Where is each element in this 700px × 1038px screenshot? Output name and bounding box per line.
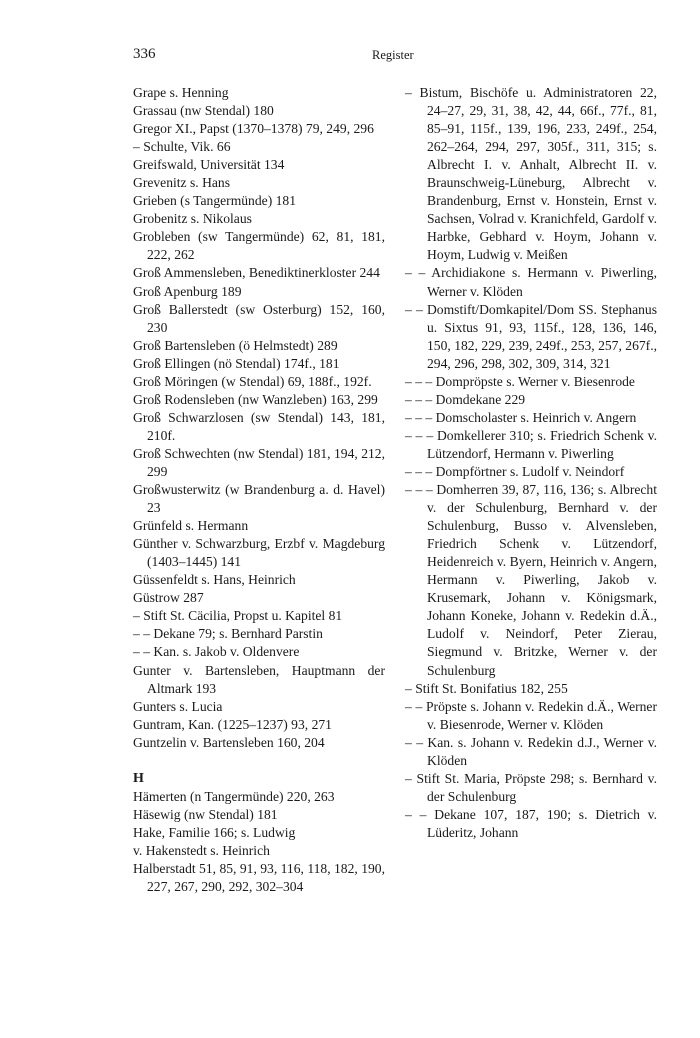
index-entry: Günther v. Schwarzburg, Erzbf v. Magdeburg (1403–1445) 141 bbox=[133, 536, 385, 570]
index-entry: Grape s. Henning bbox=[133, 85, 229, 100]
running-head: Register bbox=[372, 48, 414, 62]
index-entry: – – – Domherren 39, 87, 116, 136; s. Albrecht v. der Schulenburg, Bernhard v. der Schulenburg, Busso v. Alvensleben, Friedrich Schenk v. Lützendorf, Heidenreich v. Byern, Heinrich v. Angern, Hermann v. Piwerling, Jakob v. Krusemark, Johann v. Königsmark, Johann Koneke, Johann v. Redekin d.Ä., Ludolf v. Neindorf, Peter Zierau, Siegmund v. Britzke, Werner v. der Schulenburg bbox=[405, 482, 657, 678]
index-entry: Grobleben (sw Tangermünde) 62, 81, 181, 222, 262 bbox=[133, 229, 385, 263]
index-entry: Guntzelin v. Bartensleben 160, 204 bbox=[133, 734, 325, 750]
index-entry: – Stift St. Cäcilia, Propst u. Kapitel 81 bbox=[133, 608, 343, 624]
index-entry: – – – Dompförtner s. Ludolf v. Neindorf bbox=[405, 463, 625, 479]
index-entry: Groß Möringen (w Stendal) 69, 188f., 192f. bbox=[133, 373, 372, 389]
index-entry: – – Kan. s. Jakob v. Oldenvere bbox=[133, 644, 300, 660]
index-entry: – – Kan. s. Johann v. Redekin d.J., Werner v. Klöden bbox=[405, 734, 657, 768]
index-entry: Groß Rodensleben (nw Wanzleben) 163, 299 bbox=[133, 391, 378, 407]
index-entry: – – – Dompröpste s. Werner v. Biesenrode bbox=[405, 373, 635, 389]
index-entry: Gunter v. Bartensleben, Hauptmann der Altmark 193 bbox=[133, 662, 385, 696]
index-entry: Großwusterwitz (w Brandenburg a. d. Havel) 23 bbox=[133, 482, 385, 516]
index-entry: – – Archidiakone s. Hermann v. Piwerling, Werner v. Klöden bbox=[405, 265, 657, 299]
index-entry: – – – Domdekane 229 bbox=[405, 391, 526, 407]
index-entry: – – Dekane 79; s. Bernhard Parstin bbox=[133, 626, 323, 642]
index-entry: Groß Bartensleben (ö Helmstedt) 289 bbox=[133, 337, 338, 353]
index-entry: – Schulte, Vik. 66 bbox=[133, 139, 231, 155]
page-number: 336 bbox=[133, 46, 156, 62]
index-entry: Gregor XI., Papst (1370–1378) 79, 249, 296 bbox=[133, 121, 374, 137]
index-entry: – Bistum, Bischöfe u. Administratoren 22, 24–27, 29, 31, 38, 42, 44, 66f., 77f., 81, 85–91, 115f., 139, 196, 233, 249f., 254, 262–264, 294, 297, 305f., 311, 315; s. Albrecht I. v. Anhalt, Albrecht II. v. Braunschweig-Lüneburg, Albrecht v. Brandenburg, Ernst v. Honstein, Ernst v. Sachsen, Volrad v. Kranichfeld, Gardolf v. Harbke, Gebhard v. Hoym, Johann v. Hoym, Ludwig v. Meißen bbox=[405, 85, 657, 263]
index-entry: – – – Domkellerer 310; s. Friedrich Schenk v. Lützendorf, Hermann v. Piwerling bbox=[405, 427, 657, 461]
index-entry: – – Pröpste s. Johann v. Redekin d.Ä., Werner v. Biesenrode, Werner v. Klöden bbox=[405, 698, 657, 732]
index-entry: v. Hakenstedt s. Heinrich bbox=[133, 842, 270, 858]
index-entry: Groß Ellingen (nö Stendal) 174f., 181 bbox=[133, 355, 340, 371]
index-entry: Häsewig (nw Stendal) 181 bbox=[133, 806, 278, 822]
index-entry: Groß Schwarzlosen (sw Stendal) 143, 181, 210f. bbox=[133, 409, 385, 443]
index-entry: Halberstadt 51, 85, 91, 93, 116, 118, 182, 190, 227, 267, 290, 292, 302–304 bbox=[133, 860, 385, 895]
index-entry: Grobenitz s. Nikolaus bbox=[133, 211, 252, 227]
left-column bbox=[133, 84, 385, 896]
right-column bbox=[405, 84, 657, 842]
index-entry: Grassau (nw Stendal) 180 bbox=[133, 103, 274, 119]
index-entry: – – Dekane 107, 187, 190; s. Dietrich v. Lüderitz, Johann bbox=[405, 806, 657, 840]
index-entry: Grevenitz s. Hans bbox=[133, 175, 231, 191]
index-entry: Groß Apenburg 189 bbox=[133, 283, 242, 299]
index-entry: Hämerten (n Tangermünde) 220, 263 bbox=[133, 788, 335, 804]
index-entry: Groß Ballerstedt (sw Osterburg) 152, 160, 230 bbox=[133, 301, 385, 335]
section-letter: H bbox=[133, 770, 144, 786]
index-entry: Güssenfeldt s. Hans, Heinrich bbox=[133, 572, 296, 588]
index-entry: – Stift St. Bonifatius 182, 255 bbox=[405, 680, 568, 696]
index-entry: Groß Schwechten (nw Stendal) 181, 194, 212, 299 bbox=[133, 445, 385, 479]
index-entry: – Stift St. Maria, Pröpste 298; s. Bernhard v. der Schulenburg bbox=[405, 770, 657, 804]
index-entry: – – Domstift/Domkapitel/Dom SS. Stephanus u. Sixtus 91, 93, 115f., 128, 136, 146, 150, 182, 229, 239, 249f., 253, 257, 267f., 294, 296, 298, 302, 309, 314, 321 bbox=[405, 301, 657, 371]
index-entry: Greifswald, Universität 134 bbox=[133, 157, 285, 173]
index-entry: Gunters s. Lucia bbox=[133, 698, 223, 714]
index-entry: Grieben (s Tangermünde) 181 bbox=[133, 193, 297, 209]
index-entry: – – – Domscholaster s. Heinrich v. Angern bbox=[405, 409, 637, 425]
index-entry: Grünfeld s. Hermann bbox=[133, 518, 249, 534]
index-entry: Guntram, Kan. (1225–1237) 93, 271 bbox=[133, 716, 332, 732]
index-entry: Güstrow 287 bbox=[133, 590, 204, 606]
index-entry: Groß Ammensleben, Benediktinerkloster 244 bbox=[133, 265, 380, 281]
index-entry: Hake, Familie 166; s. Ludwig bbox=[133, 824, 296, 840]
